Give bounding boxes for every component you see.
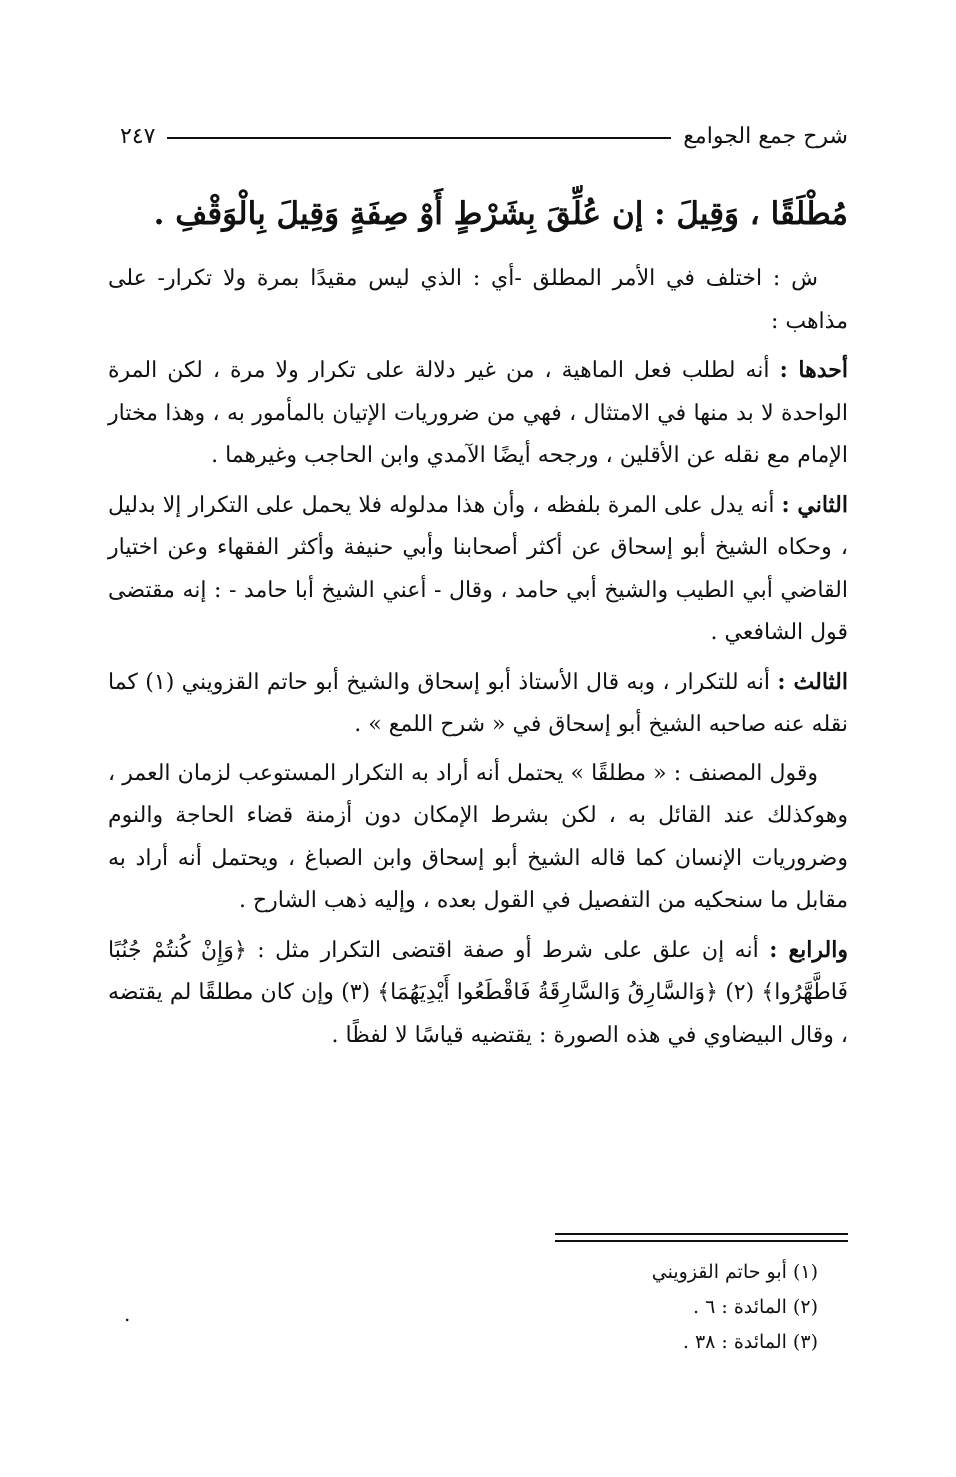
footnote: (٢) المائدة : ٦ . — [693, 1296, 818, 1318]
paragraph-lead: أحدها : — [779, 357, 848, 383]
paragraph-text: وقول المصنف : « مطلقًا » يحتمل أنه أراد به التكرار المستوعب لزمان العمر ، وهوكذلك عند القائل به ، لكن بشرط الإمكان دون أزمنة قضاء الحاجة والنوم وضروريات الإنسان كما قاله الشيخ أبو إسحاق وابن الصباغ ، ويحتمل أنه أراد به مقابل ما سنحكيه من التفصيل في القول بعده ، وإليه ذهب الشارح . — [108, 760, 848, 913]
paragraph-text: أنه لطلب فعل الماهية ، من غير دلالة على تكرار ولا مرة ، لكن المرة الواحدة لا بد منها في الامتثال ، فهي من ضروريات الإتيان بالمأمور به ، وهذا مختار الإمام مع نقله عن الأقلين ، ورجحه أيضًا الآمدي وابن الحاجب وغيرهما . — [108, 358, 848, 468]
paragraph-lead: والرابع : — [769, 936, 848, 963]
paragraph — [108, 258, 848, 343]
book-title: شرح جمع الجوامع — [683, 123, 848, 149]
paragraph — [108, 349, 848, 478]
commentary-body — [108, 258, 848, 1063]
paragraph-lead: الثاني : — [781, 491, 848, 518]
header-rule — [167, 137, 671, 139]
paragraph-text: أنه إن علق على شرط أو صفة اقتضى التكرار مثل : ﴿وَإِنْ كُنتُمْ جُنُبًا فَاطَّهَّرُوا﴾ (٢) ﴿وَالسَّارِقُ وَالسَّارِقَةُ فَاقْطَعُوا أَيْدِيَهُمَا﴾ (٣) وإن كان مطلقًا لم يقتضه ، وقال البيضاوي في هذه الصورة : يقتضيه قياسًا لا لفظًا . — [108, 937, 849, 1048]
footnote: (١) أبو حاتم القزويني — [651, 1261, 818, 1283]
paragraph-text: أنه للتكرار ، وبه قال الأستاذ أبو إسحاق والشيخ أبو حاتم القزويني (١) كما نقله عنه صاحبه الشيخ أبو إسحاق في « شرح اللمع » . — [108, 669, 848, 737]
paragraph-text: ش : اختلف في الأمر المطلق -أي : الذي ليس مقيدًا بمرة ولا تكرار- على مذاهب : — [108, 266, 848, 334]
running-header — [120, 116, 848, 156]
paragraph-text: أنه يدل على المرة بلفظه ، وأن هذا مدلوله فلا يحمل على التكرار إلا بدليل ، وحكاه الشيخ أبو إسحاق عن أكثر أصحابنا وأبي حنيفة وأكثر الفقهاء وعن اختيار القاضي أبي الطيب والشيخ أبي حامد ، وقال - أعني الشيخ أبا حامد - : إنه مقتضى قول الشافعي . — [108, 492, 848, 645]
footnote: (٣) المائدة : ٣٨ . — [682, 1331, 818, 1353]
paragraph — [108, 484, 848, 655]
stray-mark: . — [124, 1302, 131, 1326]
paragraph — [108, 661, 848, 747]
footnote-separator — [555, 1233, 848, 1242]
matn-text: مُطْلَقًا ، وَقِيلَ : إن عُلِّقَ بِشَرْطٍ أَوْ صِفَةٍ وَقِيلَ بِالْوَقْفِ . — [153, 196, 848, 232]
page-number: ٢٤٧ — [120, 123, 156, 149]
footnotes — [518, 1255, 818, 1360]
paragraph — [108, 929, 848, 1058]
paragraph — [108, 753, 848, 923]
paragraph-lead: الثالث : — [777, 668, 848, 695]
